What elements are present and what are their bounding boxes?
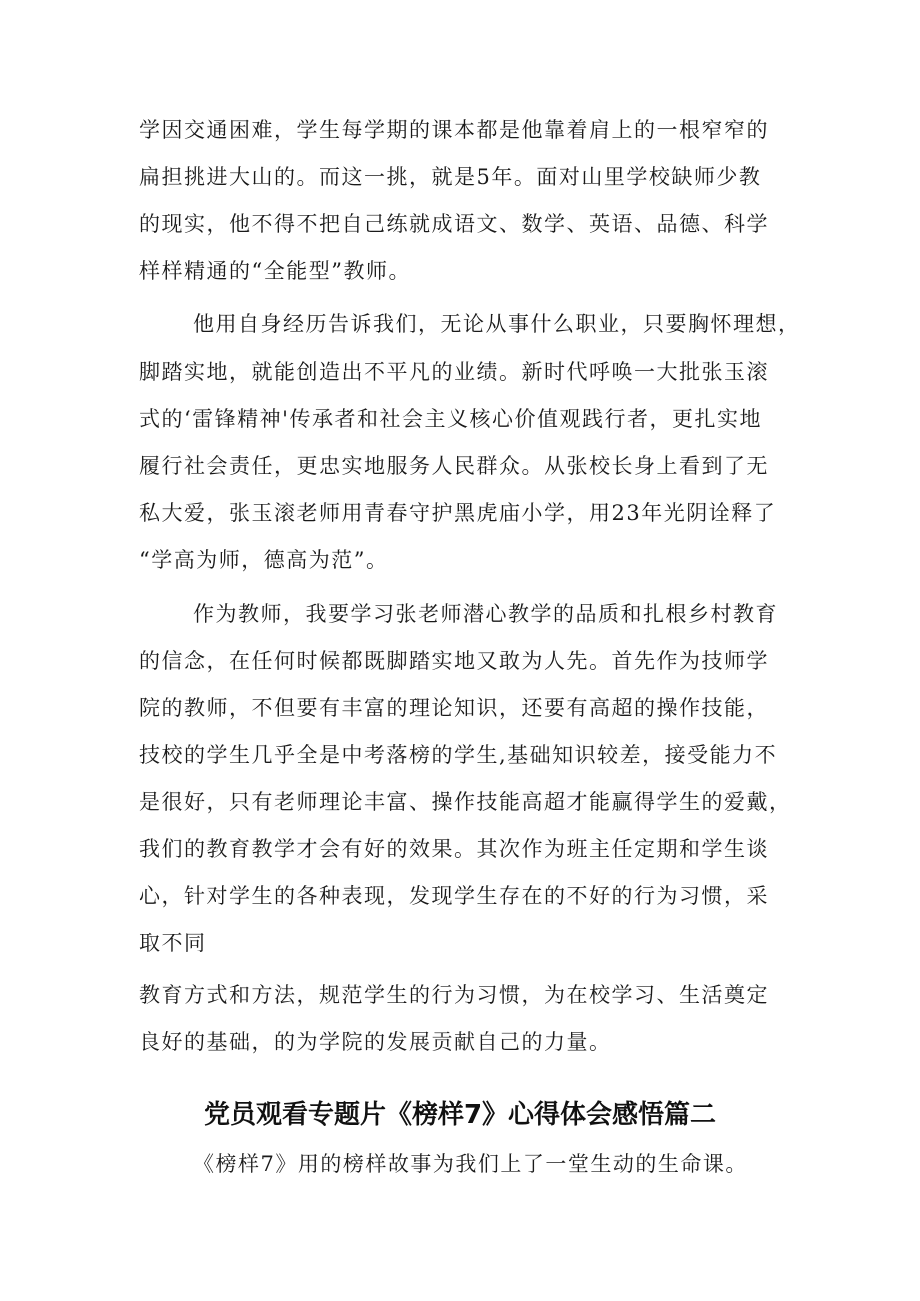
paragraph-2-line-5: 私大爱，张玉滚老师用青春守护黑虎庙小学，用23年光阴诠释了 bbox=[139, 501, 777, 525]
paragraph-3-line-9: 教育方式和方法，规范学生的行为习惯，为在校学习、生活奠定 bbox=[139, 983, 769, 1007]
paragraph-2-line-1: 他用自身经历告诉我们，无论从事什么职业，只要胸怀理想， bbox=[193, 312, 801, 336]
paragraph-2-line-3: 式的‘雷锋精神'传承者和社会主义核心价值观践行者，更扎实地 bbox=[139, 407, 762, 431]
paragraph-3-line-6: 我们的教育教学才会有好的效果。其次作为班主任定期和学生谈 bbox=[139, 837, 769, 861]
paragraph-2-line-2: 脚踏实地，就能创造出不平凡的业绩。新时代呼唤一大批张玉滚 bbox=[139, 360, 769, 384]
paragraph-2-line-6: “学高为师，德高为范”。 bbox=[139, 548, 389, 572]
paragraph-3-line-5: 是很好，只有老师理论丰富、操作技能高超才能赢得学生的爱戴， bbox=[139, 790, 792, 814]
paragraph-3-line-10: 良好的基础，的为学院的发展贡献自己的力量。 bbox=[139, 1030, 612, 1054]
paragraph-3-line-3: 院的教师，不但要有丰富的理论知识，还要有高超的操作技能， bbox=[139, 696, 769, 720]
paragraph-2-line-4: 履行社会责任，更忠实地服务人民群众。从张校长身上看到了无 bbox=[139, 454, 769, 478]
paragraph-3-line-4: 技校的学生几乎全是中考落榜的学生,基础知识较差，接受能力不 bbox=[139, 743, 778, 767]
paragraph-3-line-7: 心，针对学生的各种表现，发现学生存在的不好的行为习惯，采 bbox=[139, 884, 769, 908]
paragraph-3-line-1: 作为教师，我要学习张老师潜心教学的品质和扎根乡村教育 bbox=[193, 602, 778, 626]
paragraph-1-line-4: 样样精通的“全能型”教师。 bbox=[139, 259, 411, 283]
paragraph-1-line-3: 的现实，他不得不把自己练就成语文、数学、英语、品德、科学 bbox=[139, 212, 769, 236]
paragraph-1-line-1: 学因交通困难，学生每学期的课本都是他靠着肩上的一根窄窄的 bbox=[139, 118, 769, 142]
section-heading: 党员观看专题片《榜样7》心得体会感悟篇二 bbox=[203, 1100, 717, 1130]
paragraph-1-line-2: 扁担挑进大山的。而这一挑，就是5年。面对山里学校缺师少教 bbox=[139, 165, 762, 189]
paragraph-3-line-8: 取不同 bbox=[139, 931, 207, 955]
paragraph-3-line-2: 的信念，在任何时候都既脚踏实地又敢为人先。首先作为技师学 bbox=[139, 649, 769, 673]
paragraph-4-line-1: 《榜样7》用的榜样故事为我们上了一堂生动的生命课。 bbox=[193, 1152, 748, 1176]
